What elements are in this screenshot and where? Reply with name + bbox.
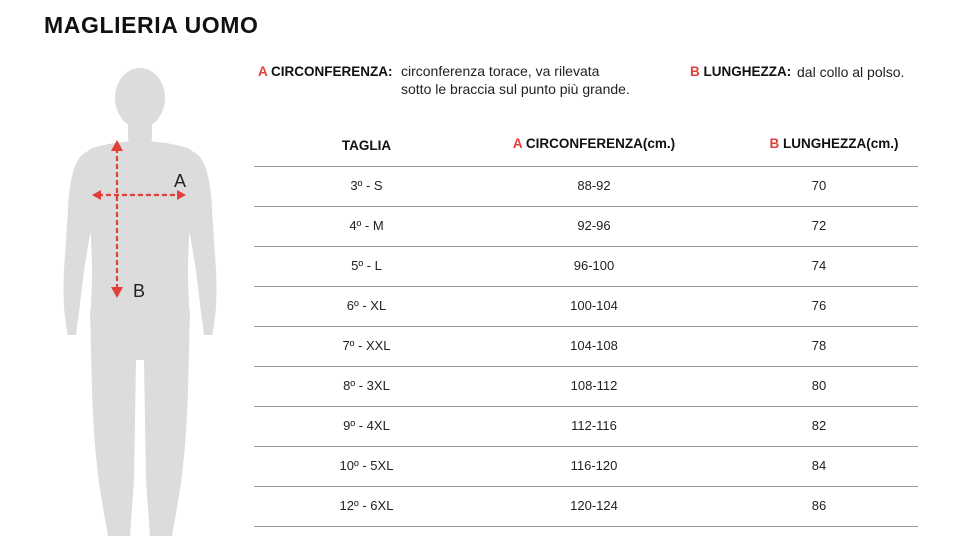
cell-size: 10º - 5XL <box>339 458 394 473</box>
table-row <box>254 327 918 367</box>
cell-size: 12º - 6XL <box>339 498 394 513</box>
definition-b-text: dal collo al polso. <box>797 64 905 80</box>
table-header <box>254 126 918 167</box>
definition-a-term <box>258 64 393 79</box>
header-size: TAGLIA <box>341 138 392 153</box>
table-row <box>254 447 918 487</box>
silhouette <box>64 68 217 536</box>
cell-size: 3º - S <box>350 178 383 193</box>
cell-circ: 96-100 <box>573 258 615 273</box>
cell-circ: 108-112 <box>570 378 618 393</box>
cell-circ: 120-124 <box>570 498 618 513</box>
cell-len: 80 <box>811 378 827 393</box>
cell-len: 82 <box>811 418 827 433</box>
table-row <box>254 167 918 207</box>
size-table <box>254 126 918 527</box>
measure-label-b: B <box>133 281 146 301</box>
table-row <box>254 487 918 527</box>
cell-len: 78 <box>811 338 827 353</box>
table-row <box>254 367 918 407</box>
cell-circ: 116-120 <box>570 458 618 473</box>
cell-circ: 100-104 <box>570 298 618 313</box>
cell-circ: 112-116 <box>571 418 617 433</box>
cell-len: 74 <box>811 258 827 273</box>
cell-circ: 88-92 <box>577 178 611 193</box>
table-row <box>254 287 918 327</box>
measure-label-a: A <box>174 171 187 191</box>
cell-size: 7º - XXL <box>342 338 391 353</box>
definition-b-term <box>690 64 791 79</box>
definition-b-label: LUNGHEZZA: <box>703 64 792 79</box>
cell-size: 9º - 4XL <box>343 418 390 433</box>
definition-a-text <box>401 62 630 98</box>
header-circumference-letter: A <box>512 136 523 151</box>
cell-len: 70 <box>811 178 827 193</box>
table-row <box>254 407 918 447</box>
cell-circ: 92-96 <box>577 218 611 233</box>
header-length <box>744 136 924 151</box>
definition-b-letter: B <box>690 64 700 79</box>
header-circumference <box>494 136 694 151</box>
cell-size: 5º - L <box>351 258 382 273</box>
header-circumference-label: CIRCONFERENZA(cm.) <box>525 136 676 151</box>
cell-len: 84 <box>811 458 827 473</box>
cell-size: 8º - 3XL <box>343 378 390 393</box>
cell-size: 4º - M <box>349 218 384 233</box>
table-row <box>254 207 918 247</box>
definition-a-line1: circonferenza torace, va rilevata <box>401 63 600 79</box>
definition-a-letter: A <box>258 64 268 79</box>
cell-len: 76 <box>811 298 827 313</box>
cell-len: 86 <box>811 498 827 513</box>
header-length-label: LUNGHEZZA(cm.) <box>783 136 899 151</box>
cell-len: 72 <box>811 218 827 233</box>
page-title: MAGLIERIA UOMO <box>44 12 259 38</box>
definition-a-label: CIRCONFERENZA: <box>271 64 393 79</box>
cell-size: 6º - XL <box>346 298 387 313</box>
header-length-letter: B <box>769 136 780 151</box>
table-row <box>254 247 918 287</box>
cell-circ: 104-108 <box>570 338 618 353</box>
definition-a-line2: sotto le braccia sul punto più grande. <box>401 81 630 97</box>
